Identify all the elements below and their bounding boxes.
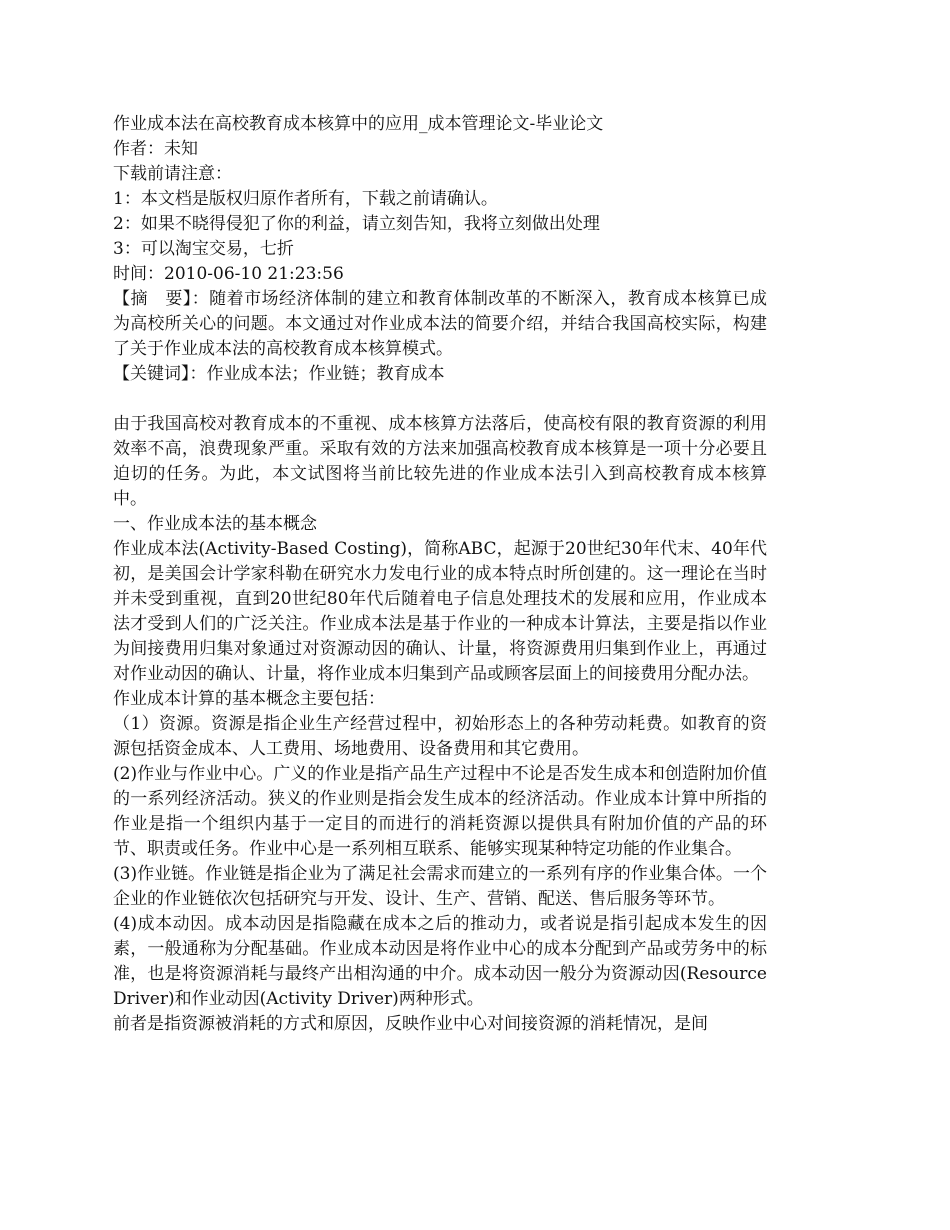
concept-cost-driver: (4)成本动因。成本动因是指隐藏在成本之后的推动力，或者说是指引起成本发生的因素，一般通称为分配基础。作业成本动因是将作业中心的成本分配到产品或劳务中的标准，也是将资源消耗与最终产出相沟通的中介。成本动因一般分为资源动因(Resource Driver)和作业动因(Activity Driver)两种形式。 xyxy=(113,914,767,1009)
notice-item: 1：本文档是版权归原作者所有，下载之前请确认。 xyxy=(113,189,498,209)
blank-line xyxy=(113,387,767,412)
concept-resource: （1）资源。资源是指企业生产经营过程中，初始形态上的各种劳动耗费。如教育的资源包括资金成本、人工费用、场地费用、设备费用和其它费用。 xyxy=(113,714,767,759)
concept-activity-chain: (3)作业链。作业链是指企业为了满足社会需求而建立的一系列有序的作业集合体。一个企业的作业链依次包括研究与开发、设计、生产、营销、配送、售后服务等环节。 xyxy=(113,864,767,909)
notice-header: 下载前请注意： xyxy=(113,164,232,184)
concept-cost-driver-continued: 前者是指资源被消耗的方式和原因，反映作业中心对间接资源的消耗情况，是间 xyxy=(113,1014,708,1034)
document-author: 作者：未知 xyxy=(113,139,198,159)
section-heading: 一、作业成本法的基本概念 xyxy=(113,514,317,534)
abstract: 【摘 要】：随着市场经济体制的建立和教育体制改革的不断深入，教育成本核算已成为高校所关心的问题。本文通过对作业成本法的简要介绍，并结合我国高校实际，构建了关于作业成本法的高校教育成本核算模式。 xyxy=(113,289,767,359)
section-paragraph: 作业成本计算的基本概念主要包括： xyxy=(113,689,385,709)
notice-item: 3：可以淘宝交易，七折 xyxy=(113,239,294,259)
intro-paragraph: 由于我国高校对教育成本的不重视、成本核算方法落后，使高校有限的教育资源的利用效率不高，浪费现象严重。采取有效的方法来加强高校教育成本核算是一项十分必要且迫切的任务。为此，本文试图将当前比较先进的作业成本法引入到高校教育成本核算中。 xyxy=(113,414,767,509)
publish-time: 时间：2010-06-10 21:23:56 xyxy=(113,264,344,284)
concept-activity: (2)作业与作业中心。广义的作业是指产品生产过程中不论是否发生成本和创造附加价值的一系列经济活动。狭义的作业则是指会发生成本的经济活动。作业成本计算中所指的作业是指一个组织内基于一定目的而进行的消耗资源以提供具有附加价值的产品的环节、职责或任务。作业中心是一系列相互联系、能够实现某种特定功能的作业集合。 xyxy=(113,764,767,859)
section-paragraph: 作业成本法(Activity-Based Costing)，简称ABC，起源于20世纪30年代末、40年代初，是美国会计学家科勒在研究水力发电行业的成本特点时所创建的。这一理论在当时并未受到重视，直到20世纪80年代后随着电子信息处理技术的发展和应用，作业成本法才受到人们的广泛关注。作业成本法是基于作业的一种成本计算法，主要是指以作业为间接费用归集对象通过对资源动因的确认、计量，将资源费用归集到作业上，再通过对作业动因的确认、计量，将作业成本归集到产品或顾客层面上的间接费用分配办法。 xyxy=(113,539,767,684)
keywords: 【关键词】：作业成本法；作业链；教育成本 xyxy=(113,364,445,384)
document-title: 作业成本法在高校教育成本核算中的应用_成本管理论文-毕业论文 xyxy=(113,114,604,134)
document-page xyxy=(113,112,767,1037)
notice-item: 2：如果不晓得侵犯了你的利益，请立刻告知，我将立刻做出处理 xyxy=(113,214,600,234)
